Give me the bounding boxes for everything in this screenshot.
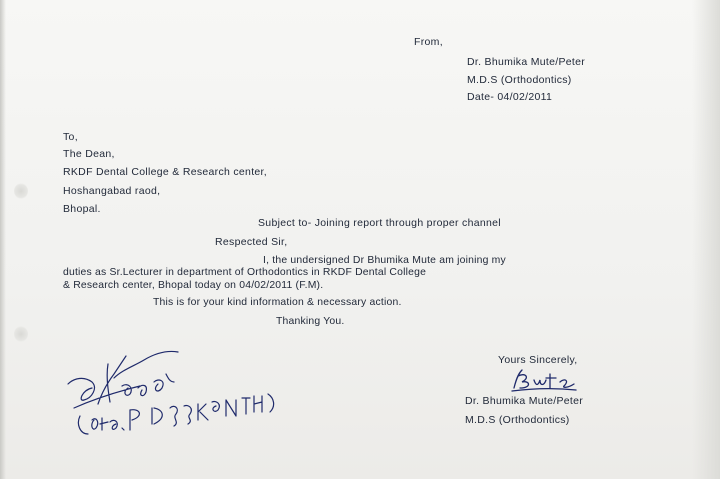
endorsement-name-handwriting — [70, 378, 300, 440]
paper-right-edge-shadow — [692, 0, 720, 479]
sender-qualification: M.D.S (Orthodontics) — [467, 74, 572, 86]
recipient-city: Bhopal. — [63, 203, 101, 215]
body-line: duties as Sr.Lecturer in department of Orthodontics in RKDF Dental College — [63, 267, 427, 278]
subject-line: Subject to- Joining report through proper channel — [258, 217, 501, 229]
recipient-institution: RKDF Dental College & Research center, — [63, 166, 267, 178]
body-line: This is for your kind information & necessary action. — [153, 297, 402, 308]
thanking-line: Thanking You. — [276, 316, 345, 327]
from-label: From, — [414, 36, 443, 48]
punch-hole-mark — [14, 326, 28, 342]
signatory-name: Dr. Bhumika Mute/Peter — [465, 395, 584, 407]
closing-phrase: Yours Sincerely, — [498, 354, 578, 366]
recipient-title: The Dean, — [63, 148, 115, 160]
author-signature — [506, 366, 578, 394]
letter-date: Date- 04/02/2011 — [467, 91, 553, 103]
signatory-qualification: M.D.S (Orthodontics) — [465, 414, 570, 426]
paper-left-edge-shadow — [0, 0, 6, 479]
sender-name: Dr. Bhumika Mute/Peter — [467, 56, 586, 68]
salutation: Respected Sir, — [215, 236, 288, 248]
punch-hole-mark — [14, 183, 28, 199]
to-label: To, — [63, 131, 78, 143]
body-line: I, the undersigned Dr Bhumika Mute am joining my — [263, 255, 506, 266]
body-line: & Research center, Bhopal today on 04/02/2011 (F.M). — [63, 280, 324, 291]
recipient-street: Hoshangabad raod, — [63, 185, 161, 197]
